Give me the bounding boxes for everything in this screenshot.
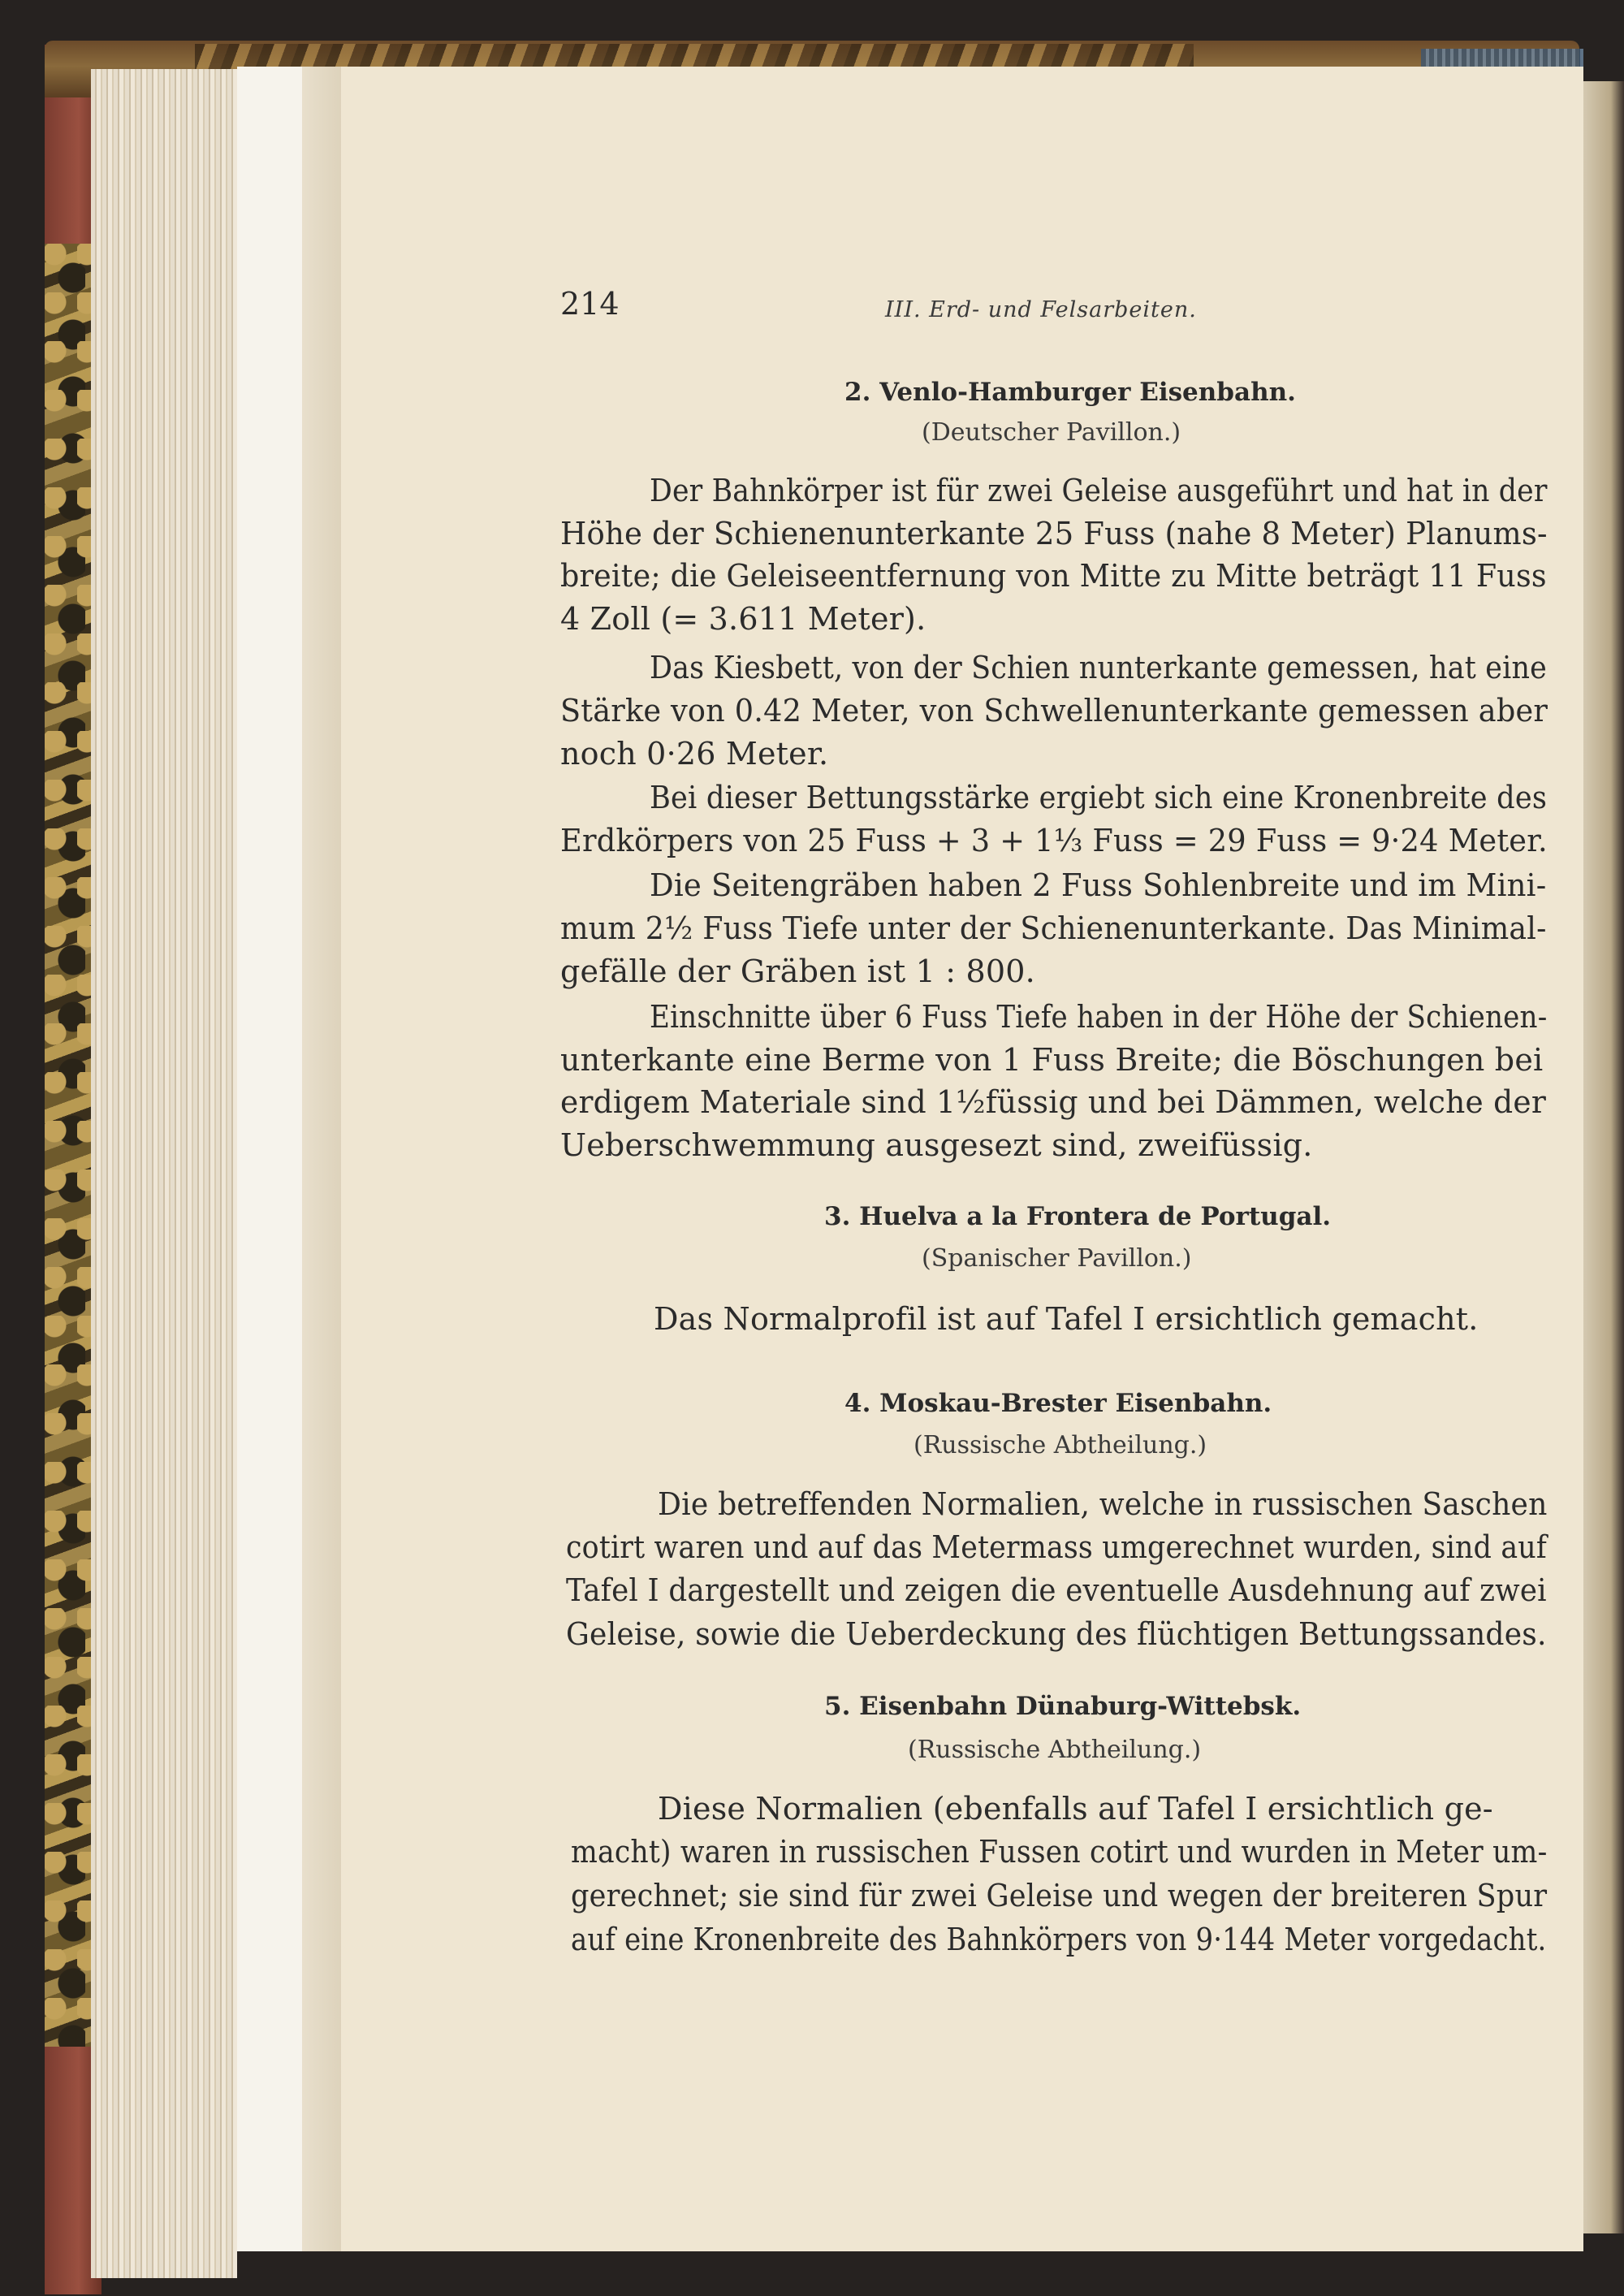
text-line: 4 Zoll (= 3.611 Meter). — [560, 601, 926, 637]
text-line: macht) waren in russischen Fussen cotirt und wurden in Meter um- — [571, 1834, 1548, 1870]
text-line: gefälle der Gräben ist 1 : 800. — [560, 953, 1035, 989]
text-line: Das Normalprofil ist auf Tafel I ersichtlich gemacht. — [654, 1301, 1479, 1337]
section-subtitle: (Russische Abtheilung.) — [908, 1736, 1202, 1764]
text-line: Diese Normalien (ebenfalls auf Tafel I ersichtlich ge- — [658, 1791, 1493, 1827]
section-title: 5. Eisenbahn Dünaburg-Wittebsk. — [824, 1692, 1302, 1721]
text-line: Bei dieser Bettungsstärke ergiebt sich eine Kronenbreite des — [650, 780, 1548, 815]
marbled-edge — [45, 244, 95, 2047]
text-line: unterkante eine Berme von 1 Fuss Breite; die Böschungen bei — [560, 1042, 1544, 1078]
text-line: Erdkörpers von 25 Fuss + 3 + 1⅓ Fuss = 29 Fuss = 9·24 Meter. — [560, 823, 1548, 858]
text-line: Die Seitengräben haben 2 Fuss Sohlenbreite und im Mini- — [650, 867, 1547, 903]
text-line: Geleise, sowie die Ueberdeckung des flüchtigen Bettungssandes. — [566, 1616, 1547, 1652]
section-subtitle: (Deutscher Pavillon.) — [922, 418, 1181, 447]
section-title: 3. Huelva a la Frontera de Portugal. — [824, 1202, 1332, 1231]
text-line: noch 0·26 Meter. — [560, 736, 829, 772]
running-head: III. Erd- und Felsarbeiten. — [885, 297, 1197, 322]
text-line: auf eine Kronenbreite des Bahnkörpers von 9·144 Meter vorgedacht. — [571, 1922, 1547, 1957]
text-line: Tafel I dargestellt und zeigen die eventuelle Ausdehnung auf zwei — [566, 1572, 1547, 1608]
section-title: 2. Venlo-Hamburger Eisenbahn. — [844, 378, 1296, 407]
text-line: Stärke von 0.42 Meter, von Schwellenunterkante gemessen aber — [560, 693, 1548, 729]
text-line: Der Bahnkörper ist für zwei Geleise ausgeführt und hat in der — [650, 473, 1548, 508]
page-number: 214 — [560, 286, 620, 322]
section-subtitle: (Russische Abtheilung.) — [914, 1431, 1207, 1459]
section-subtitle: (Spanischer Pavillon.) — [922, 1244, 1192, 1273]
text-line: Ueberschwemmung ausgesezt sind, zweifüssig. — [560, 1127, 1313, 1163]
page-gutter — [302, 67, 343, 2251]
text-line: gerechnet; sie sind für zwei Geleise und wegen der breiteren Spur — [571, 1878, 1548, 1913]
right-page-edge — [1580, 81, 1624, 2233]
text-line: erdigem Materiale sind 1½füssig und bei Dämmen, welche der — [560, 1084, 1546, 1120]
text-line: mum 2½ Fuss Tiefe unter der Schienenunterkante. Das Minimal- — [560, 910, 1547, 946]
text-line: breite; die Geleiseentfernung von Mitte zu Mitte beträgt 11 Fuss — [560, 558, 1547, 594]
text-line: Die betreffenden Normalien, welche in russischen Saschen — [658, 1486, 1548, 1522]
text-line: Höhe der Schienenunterkante 25 Fuss (nahe 8 Meter) Planums- — [560, 516, 1548, 551]
section-title: 4. Moskau-Brester Eisenbahn. — [844, 1389, 1272, 1418]
text-line: cotirt waren und auf das Metermass umgerechnet wurden, sind auf — [566, 1529, 1547, 1565]
page-margin-white — [237, 67, 302, 2251]
text-line: Das Kiesbett, von der Schien nunterkante gemessen, hat eine — [650, 650, 1547, 685]
text-line: Einschnitte über 6 Fuss Tiefe haben in der Höhe der Schienen- — [650, 999, 1548, 1035]
page-stack-edges — [91, 69, 237, 2278]
